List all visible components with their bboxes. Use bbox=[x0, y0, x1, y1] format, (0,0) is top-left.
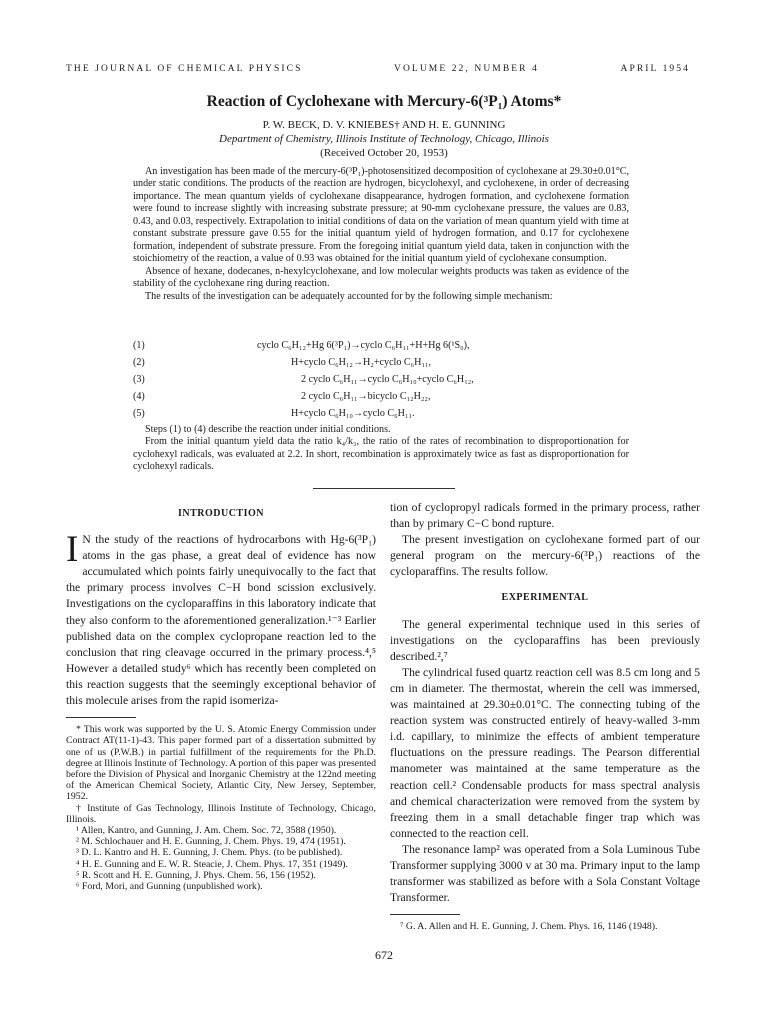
article-authors: P. W. BECK, D. V. KNIEBES† AND H. E. GUNNING bbox=[262, 119, 506, 131]
abstract-paragraph: Steps (1) to (4) describe the reaction under initial conditions. bbox=[145, 424, 391, 435]
body-paragraph: The cylindrical fused quartz reaction cell was 8.5 cm long and 5 cm in diameter. The thermostat, wherein the cell was immersed, was maintained at 29.30±0.01°C. The connecting tubing of the reaction system was constructed entirely of heavy-walled 3-mm i.d. capillary, to minimize the effects of ambient temperature fluctuations on the pressure readings. The Pearson differential manometer was maintained at the same temperature as the reaction cell.² Condensable products for mass spectral analysis and chemical characterization were removed from the system by freezing them in a small detachable finger trap which was connected to the reaction cell. bbox=[390, 665, 700, 840]
footnote: ¹ Allen, Kantro, and Gunning, J. Am. Chem. Soc. 72, 3588 (1950). bbox=[76, 824, 337, 836]
footnote: ² M. Schlochauer and H. E. Gunning, J. Chem. Phys. 19, 474 (1951). bbox=[76, 836, 346, 848]
drop-cap: I bbox=[66, 529, 79, 571]
step-equation: cyclo C₆H₁₂+Hg 6(³P₁)→cyclo C₆H₁₁+H+Hg 6(¹S₀), bbox=[257, 340, 470, 351]
volume-number: VOLUME 22, NUMBER 4 bbox=[394, 64, 539, 74]
mechanism-step bbox=[133, 374, 629, 391]
step-number: (1) bbox=[133, 340, 145, 351]
intro-paragraph bbox=[66, 529, 376, 709]
step-number: (5) bbox=[133, 408, 145, 419]
step-number: (2) bbox=[133, 357, 145, 368]
footnote: ⁵ R. Scott and H. E. Gunning, J. Phys. Chem. 56, 156 (1952). bbox=[76, 869, 316, 881]
article-title: Reaction of Cyclohexane with Mercury-6(³P₁) Atoms* bbox=[206, 93, 562, 110]
abstract-conclusion bbox=[133, 424, 629, 474]
body-paragraph: tion of cyclopropyl radicals formed in the primary process, rather than by primary C−C bond rupture. bbox=[390, 501, 700, 531]
mechanism-step bbox=[133, 357, 629, 374]
issue-date: APRIL 1954 bbox=[620, 64, 690, 74]
journal-name: THE JOURNAL OF CHEMICAL PHYSICS bbox=[66, 64, 303, 74]
step-number: (4) bbox=[133, 391, 145, 402]
step-equation: H+cyclo C₆H₁₀→cyclo C₆H₁₁. bbox=[291, 408, 415, 419]
step-equation: 2 cyclo C₆H₁₁→bicyclo C₁₂H₂₂, bbox=[301, 391, 431, 402]
mechanism-step bbox=[133, 391, 629, 408]
footnote-rule bbox=[390, 914, 460, 915]
intro-text: N the study of the reactions of hydrocarbons with Hg-6(³P₁) atoms in the gas phase, a great deal of evidence has now accumulated which points fairly unequivocally to the fact that the primary process involves C−H bond scission exclusively. Investigations on the cycloparaffins in this laboratory indicate that they also conform to the aforementioned generalization.¹⁻³ Earlier published data on the complex cyclopropane reaction led to the conclusion that ring cleavage occurred in the primary process.⁴,⁵ However a detailed study⁶ which has recently been completed on this reaction suggests that the seemingly exceptional behavior of this molecule arises from the rapid isomeriza- bbox=[66, 533, 376, 708]
mechanism-step bbox=[133, 340, 629, 357]
footnote: ³ D. L. Kantro and H. E. Gunning, J. Chem. Phys. (to be published). bbox=[76, 847, 343, 859]
body-paragraph: The present investigation on cyclohexane formed part of our general program on the mercury-6(³P₁) reactions of the cycloparaffins. The results follow. bbox=[390, 533, 700, 579]
abstract-paragraph: From the initial quantum yield data the ratio k₄/k₃, the ratio of the rates of recombination to disproportionation for cyclohexyl radicals, was evaluated at 2.2. In short, recombination is approximately twice as fast as disproportionation for cyclohexyl radicals. bbox=[133, 436, 629, 473]
abstract bbox=[133, 166, 629, 303]
step-number: (3) bbox=[133, 374, 145, 385]
footnotes bbox=[390, 921, 700, 932]
footnotes bbox=[66, 724, 376, 892]
footnote: ⁶ Ford, Mori, and Gunning (unpublished work). bbox=[76, 880, 263, 892]
body-paragraph: The general experimental technique used in this series of investigations on the cycloparaffins has been previously described.²,⁷ bbox=[390, 617, 700, 663]
running-head bbox=[66, 64, 690, 78]
abstract-paragraph: The results of the investigation can be adequately accounted for by the following simple mechanism: bbox=[145, 290, 553, 302]
step-equation: H+cyclo C₆H₁₂→H₂+cyclo C₆H₁₁, bbox=[291, 357, 432, 368]
abstract-paragraph: Absence of hexane, dodecanes, n-hexylcyclohexane, and low molecular weights products was taken as evidence of the stability of the cyclohexane ring during reaction. bbox=[133, 265, 629, 290]
section-heading-introduction: INTRODUCTION bbox=[177, 508, 264, 519]
footnote: ⁴ H. E. Gunning and E. W. R. Steacie, J. Chem. Phys. 17, 351 (1949). bbox=[76, 858, 348, 870]
mechanism-step bbox=[133, 408, 629, 425]
received-date: (Received October 20, 1953) bbox=[320, 147, 448, 159]
footnote: * This work was supported by the U. S. Atomic Energy Commission under Contract AT(11-1)-43. This paper formed part of a dissertation submitted by one of us (P.W.B.) in partial fulfillment of the requirements for the Ph.D. degree at Illinois Institute of Technology. A portion of this paper was presented before the Division of Physical and Inorganic Chemistry at the 122nd meeting of the American Chemical Society, Atlantic City, New Jersey, September, 1952. bbox=[66, 724, 376, 803]
section-heading-experimental: EXPERIMENTAL bbox=[501, 592, 589, 604]
abstract-paragraph: An investigation has been made of the mercury-6(³P₁)-photosensitized decomposition of cyclohexane at 29.30±0.01°C, under static conditions. The products of the reaction are hydrogen, bicyclohexyl, and cyclohexene, in order of decreasing importance. The mean quantum yields of cyclohexane disappearance, hydrogen formation, and cyclohexene formation were found to increase slightly with increasing substrate pressure; at 90-mm cyclohexane pressure, the values are 0.83, 0.43, and 0.03, respectively. Extrapolation to initial conditions of data on the variation of mean quantum yield with time at constant substrate pressure gave 0.55 for the initial quantum yield of hydrogen formation, and 0.17 for cyclohexene formation, independent of substrate pressure. From the foregoing initial quantum yield data, taken in conjunction with the stoichiometry of the reaction, a value of 0.93 was obtained for the initial quantum yield of cyclohexane consumption. bbox=[133, 166, 629, 265]
reaction-mechanism bbox=[133, 340, 629, 425]
body-paragraph: The resonance lamp² was operated from a Sola Luminous Tube Transformer supplying 3000 v at 30 ma. Primary input to the lamp transformer was stabilized as before with a Sola Constant Voltage Transformer. bbox=[390, 842, 700, 905]
author-affiliation: Department of Chemistry, Illinois Institute of Technology, Chicago, Illinois bbox=[219, 133, 549, 145]
page-number: 672 bbox=[375, 948, 393, 962]
footnote-rule bbox=[66, 717, 136, 718]
step-equation: 2 cyclo C₆H₁₁→cyclo C₆H₁₀+cyclo C₆H₁₂, bbox=[301, 374, 474, 385]
left-column bbox=[66, 506, 376, 892]
footnote: † Institute of Gas Technology, Illinois Institute of Technology, Chicago, Illinois. bbox=[66, 802, 376, 825]
right-column bbox=[390, 500, 700, 932]
footnote: ⁷ G. A. Allen and H. E. Gunning, J. Chem. Phys. 16, 1146 (1948). bbox=[400, 921, 658, 933]
section-divider bbox=[313, 488, 455, 489]
